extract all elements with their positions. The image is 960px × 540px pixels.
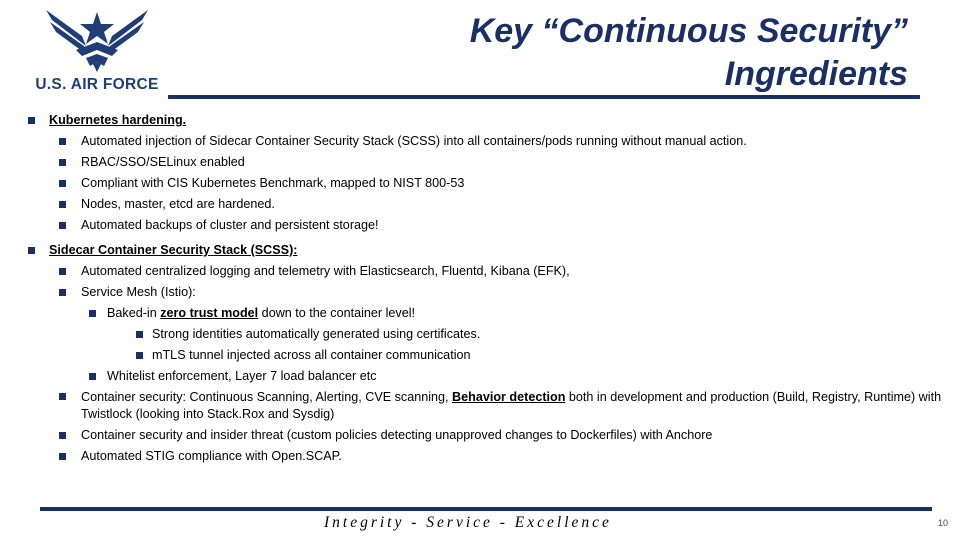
list-item-emphasis: Behavior detection bbox=[452, 390, 566, 404]
square-bullet-icon bbox=[59, 289, 66, 296]
square-bullet-icon bbox=[59, 201, 66, 208]
list-item bbox=[0, 387, 950, 425]
square-bullet-icon bbox=[59, 453, 66, 460]
square-bullet-icon bbox=[59, 222, 66, 229]
list-item bbox=[0, 215, 960, 236]
list-item bbox=[0, 366, 960, 387]
air-force-logo bbox=[22, 6, 172, 94]
header-divider bbox=[168, 95, 920, 99]
list-item-text: Automated centralized logging and telemetry with Elasticsearch, Fluentd, Kibana (EFK), bbox=[81, 264, 570, 278]
list-item-emphasis: zero trust model bbox=[160, 306, 259, 320]
list-item bbox=[0, 173, 960, 194]
list-item-text: Automated backups of cluster and persistent storage! bbox=[81, 218, 379, 232]
square-bullet-icon bbox=[59, 180, 66, 187]
square-bullet-icon bbox=[89, 310, 96, 317]
list-item bbox=[0, 131, 960, 152]
square-bullet-icon bbox=[59, 432, 66, 439]
list-item-text: RBAC/SSO/SELinux enabled bbox=[81, 155, 245, 169]
list-item-text: Automated injection of Sidecar Container Security Stack (SCSS) into all containers/pods running without manual action. bbox=[81, 134, 747, 148]
square-bullet-icon bbox=[89, 373, 96, 380]
square-bullet-icon bbox=[59, 138, 66, 145]
footer-motto: Integrity - Service - Excellence bbox=[324, 514, 612, 531]
list-item-text: mTLS tunnel injected across all container communication bbox=[152, 348, 471, 362]
list-item bbox=[0, 303, 960, 324]
list-item bbox=[0, 324, 960, 345]
list-item bbox=[0, 152, 960, 173]
title-line-2: Ingredients bbox=[724, 55, 908, 93]
footer-divider bbox=[40, 507, 932, 511]
section-scss bbox=[0, 240, 960, 261]
list-item-text: Nodes, master, etcd are hardened. bbox=[81, 197, 275, 211]
slide-body bbox=[0, 110, 960, 467]
square-bullet-icon bbox=[59, 159, 66, 166]
square-bullet-icon bbox=[28, 247, 35, 254]
air-force-wings-icon bbox=[46, 6, 148, 72]
list-item-text: Whitelist enforcement, Layer 7 load balancer etc bbox=[107, 369, 377, 383]
list-item-text: Strong identities automatically generated using certificates. bbox=[152, 327, 481, 341]
square-bullet-icon bbox=[136, 352, 143, 359]
square-bullet-icon bbox=[59, 268, 66, 275]
list-item-text-prefix: Baked-in bbox=[107, 306, 161, 320]
list-item-text-suffix: both in development and production (Build, Registry, Runtime) with Twistlock (looking into Stack.Rox and Sysdig) bbox=[81, 390, 942, 421]
slide-title bbox=[470, 10, 908, 96]
list-item-text: Automated STIG compliance with Open.SCAP. bbox=[81, 449, 342, 463]
list-item-text-prefix: Container security: Continuous Scanning, Alerting, CVE scanning, bbox=[81, 390, 453, 404]
page-number: 10 bbox=[937, 518, 948, 528]
square-bullet-icon bbox=[136, 331, 143, 338]
list-item-text: Compliant with CIS Kubernetes Benchmark, mapped to NIST 800-53 bbox=[81, 176, 465, 190]
list-item bbox=[0, 425, 960, 446]
section-kubernetes-hardening bbox=[0, 110, 960, 131]
list-item bbox=[0, 194, 960, 215]
list-item bbox=[0, 282, 960, 303]
title-line-1: Key “Continuous Security” bbox=[469, 12, 908, 50]
logo-wordmark: U.S. AIR FORCE bbox=[35, 76, 159, 93]
section-heading: Sidecar Container Security Stack (SCSS): bbox=[49, 243, 298, 257]
square-bullet-icon bbox=[59, 393, 66, 400]
list-item-text: Container security and insider threat (custom policies detecting unapproved changes to Dockerfiles) with Anchore bbox=[81, 428, 713, 442]
list-item-text: Service Mesh (Istio): bbox=[81, 285, 196, 299]
list-item bbox=[0, 446, 960, 467]
square-bullet-icon bbox=[28, 117, 35, 124]
list-item bbox=[0, 345, 960, 366]
section-heading: Kubernetes hardening. bbox=[49, 113, 187, 127]
list-item bbox=[0, 261, 960, 282]
list-item-text-suffix: down to the container level! bbox=[258, 306, 416, 320]
